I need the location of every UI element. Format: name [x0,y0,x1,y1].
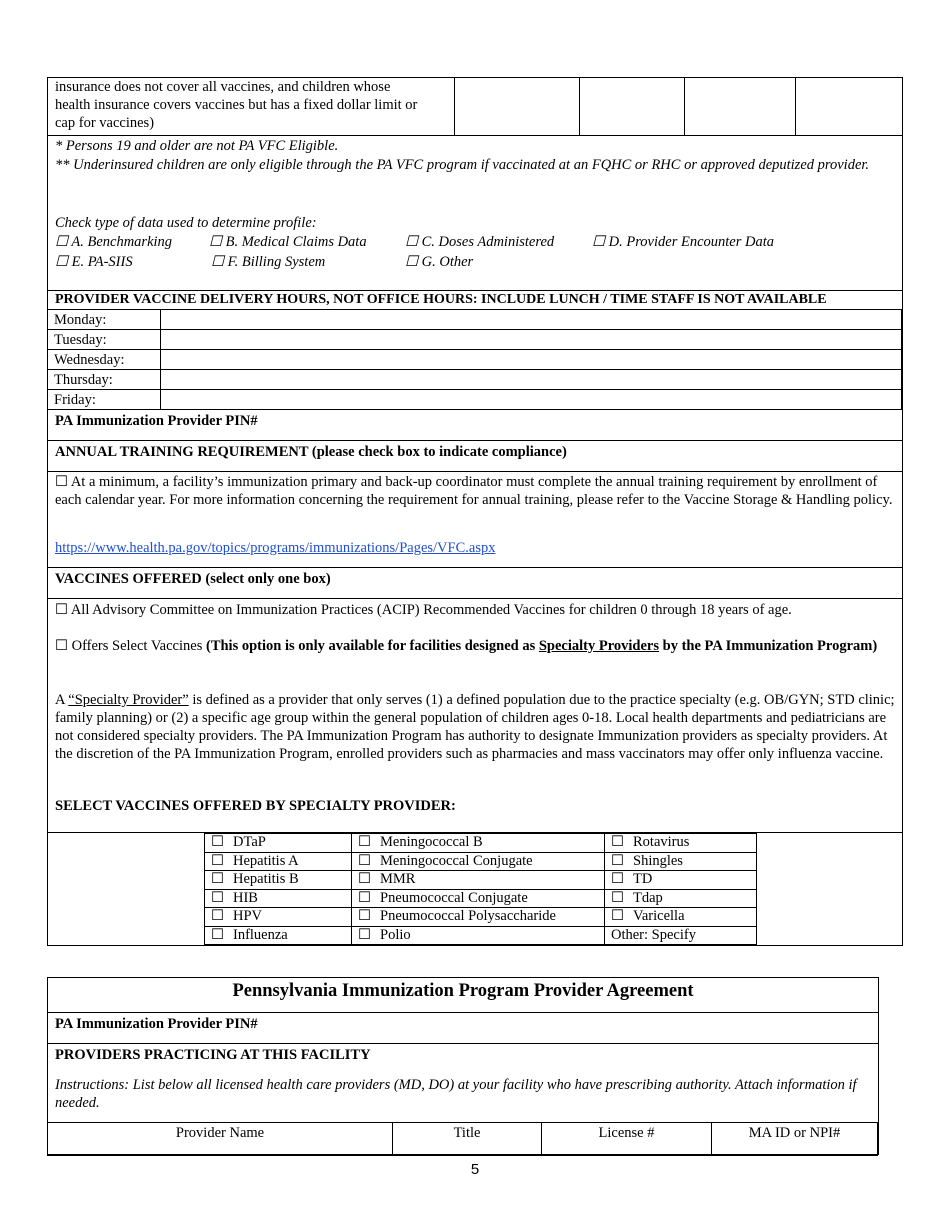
checkbox-icon[interactable]: ☐ [611,889,624,906]
day-row [48,310,902,330]
hours-input[interactable] [161,350,902,370]
day-label: Friday: [48,390,161,410]
agreement-title: Pennsylvania Immunization Program Provider Agreement [232,981,694,1001]
specialty-providers-link: Specialty Providers [538,638,660,654]
other-specify-input[interactable]: Other: Specify [605,926,757,945]
training-heading: ANNUAL TRAINING REQUIREMENT (please check box to indicate compliance) [55,444,567,460]
select-vaccines-checkbox[interactable]: ☐ [55,638,68,654]
checkbox-icon[interactable]: ☐ [211,254,224,270]
profile-option-e[interactable]: ☐ E. PA-SIIS [55,254,133,270]
checkbox-icon[interactable]: ☐ [405,254,418,270]
providers-instructions: Instructions: List below all licensed health care providers (MD, DO) at your facility who have prescribing authority. Attach information if needed. [55,1077,857,1111]
checkbox-icon[interactable]: ☐ [211,852,224,869]
row-divider [47,598,902,599]
training-text: ☐ At a minimum, a facility’s immunization primary and back-up coordinator must complete the annual training requirement by enrollment of each calendar year. For more information concerning the requirement for annual training, please refer to the Vaccine Storage & Handling policy. [55,474,893,508]
footnote-underinsured: ** Underinsured children are only eligible through the PA VFC program if vaccinated at an FQHC or RHC or approved deputized provider. [55,157,870,173]
checkbox-icon[interactable]: ☐ [358,834,371,851]
providers-header-row [48,1123,878,1156]
providers-heading: PROVIDERS PRACTICING AT THIS FACILITY [55,1047,371,1063]
checkbox-icon[interactable]: ☐ [358,908,371,925]
all-acip-checkbox[interactable]: ☐ [55,602,68,618]
column-header-provider-name: Provider Name [48,1123,393,1156]
page-number: 5 [470,1161,480,1178]
vaccine-option[interactable]: ☐ Pneumococcal Polysaccharide [352,908,605,927]
row-divider [47,440,902,441]
vaccine-option[interactable]: ☐ Pneumococcal Conjugate [352,889,605,908]
eligibility-cell[interactable] [580,78,684,134]
vaccine-option[interactable]: ☐ HIB [205,889,352,908]
checkbox-icon[interactable]: ☐ [209,234,222,250]
day-label: Wednesday: [48,350,161,370]
hours-input[interactable] [161,310,902,330]
vaccine-option[interactable]: ☐ DTaP [205,834,352,853]
checkbox-icon[interactable]: ☐ [211,926,224,943]
vaccine-option[interactable]: ☐ MMR [352,871,605,890]
row-divider [47,567,902,568]
providers-table [47,1122,878,1156]
form-section-top [47,77,903,946]
row-divider [47,471,902,472]
eligibility-row-text: insurance does not cover all vaccines, and children whose health insurance covers vaccines but has a fixed dollar limit or cap for vaccines) [55,79,418,131]
specialty-provider-definition: A “Specialty Provider” is defined as a provider that only serves (1) a defined population due to the practice specialty (e.g. OB/GYN; STD clinic; family planning) or (2) a specific age group within the general population of children ages 0-18. Local health departments and pediatricians are not considered specialty providers. The PA Immunization Program has authority to designate Immunization providers as specialty providers. At the discretion of the PA Immunization Program, enrolled providers such as pharmacies and mass vaccinators may offer only influenza vaccine. [55,692,895,762]
checkbox-icon[interactable]: ☐ [55,234,68,250]
row-divider [47,1012,878,1013]
vaccine-option[interactable]: ☐ Hepatitis B [205,871,352,890]
checkbox-icon[interactable]: ☐ [405,234,418,250]
vaccine-row [205,908,757,927]
row-divider [47,135,902,136]
footnote-persons-19: * Persons 19 and older are not PA VFC Eligible. [55,138,339,154]
select-vaccines-heading: SELECT VACCINES OFFERED BY SPECIALTY PROVIDER: [55,798,456,814]
option-all-acip: ☐ All Advisory Committee on Immunization Practices (ACIP) Recommended Vaccines for children 0 through 18 years of age. [55,602,792,618]
vaccine-option[interactable]: ☐ Shingles [605,852,757,871]
provider-pin-label: PA Immunization Provider PIN# [55,413,258,429]
vaccine-row [205,889,757,908]
day-row [48,350,902,370]
day-label: Tuesday: [48,330,161,350]
vaccine-option[interactable]: ☐ Varicella [605,908,757,927]
hours-input[interactable] [161,390,902,410]
vaccine-option[interactable]: ☐ Hepatitis A [205,852,352,871]
checkbox-icon[interactable]: ☐ [611,908,624,925]
profile-option-f[interactable]: ☐ F. Billing System [211,254,326,270]
column-header-title: Title [393,1123,542,1156]
day-row [48,330,902,350]
checkbox-icon[interactable]: ☐ [358,871,371,888]
training-checkbox[interactable]: ☐ [55,474,68,490]
provider-pin-input[interactable] [290,411,890,439]
vaccine-grid [204,833,757,945]
vaccine-row [205,926,757,945]
profile-option-a[interactable]: ☐ A. Benchmarking [55,234,173,250]
eligibility-cell[interactable] [796,78,900,134]
vaccine-option[interactable]: ☐ Meningococcal B [352,834,605,853]
profile-option-c[interactable]: ☐ C. Doses Administered [405,234,555,250]
column-header-license: License # [542,1123,712,1156]
day-row [48,370,902,390]
option-select-vaccines: ☐ Offers Select Vaccines (This option is only available for facilities designed as Specialty Providers by the PA Immunization Program) [55,638,878,654]
vaccine-option[interactable]: ☐ Meningococcal Conjugate [352,852,605,871]
checkbox-icon[interactable]: ☐ [592,234,605,250]
checkbox-icon[interactable]: ☐ [611,834,624,851]
eligibility-cell[interactable] [685,78,795,134]
eligibility-cell[interactable] [455,78,579,134]
vaccine-option[interactable]: ☐ TD [605,871,757,890]
checkbox-icon[interactable]: ☐ [611,871,624,888]
day-label: Thursday: [48,370,161,390]
checkbox-icon[interactable]: ☐ [358,889,371,906]
profile-data-label: Check type of data used to determine profile: [55,215,317,231]
vaccine-row [205,834,757,853]
profile-option-d[interactable]: ☐ D. Provider Encounter Data [592,234,775,250]
checkbox-icon[interactable]: ☐ [358,926,371,943]
checkbox-icon[interactable]: ☐ [211,908,224,925]
column-header-ma-id: MA ID or NPI# [712,1123,878,1156]
vfc-link[interactable]: https://www.health.pa.gov/topics/programs/immunizations/Pages/VFC.aspx [55,540,496,556]
row-divider [47,1043,878,1044]
agreement-pin-label: PA Immunization Provider PIN# [55,1016,258,1032]
hours-input[interactable] [161,330,902,350]
checkbox-icon[interactable]: ☐ [211,834,224,851]
checkbox-icon[interactable]: ☐ [358,852,371,869]
hours-input[interactable] [161,370,902,390]
profile-option-b[interactable]: ☐ B. Medical Claims Data [209,234,367,250]
vaccine-option[interactable]: ☐ Polio [352,926,605,945]
vaccine-option[interactable]: ☐ Influenza [205,926,352,945]
delivery-hours-table [47,309,902,410]
day-label: Monday: [48,310,161,330]
delivery-hours-heading: PROVIDER VACCINE DELIVERY HOURS, NOT OFFICE HOURS: INCLUDE LUNCH / TIME STAFF IS NOT AVAILABLE [55,292,827,307]
checkbox-icon[interactable]: ☐ [611,852,624,869]
vaccine-row [205,871,757,890]
vaccines-offered-heading: VACCINES OFFERED (select only one box) [55,571,331,587]
vaccine-row [205,852,757,871]
vaccine-option[interactable]: ☐ Tdap [605,889,757,908]
checkbox-icon[interactable]: ☐ [211,889,224,906]
checkbox-icon[interactable]: ☐ [55,254,68,270]
vaccine-option[interactable]: ☐ Rotavirus [605,834,757,853]
vaccine-option[interactable]: ☐ HPV [205,908,352,927]
checkbox-icon[interactable]: ☐ [211,871,224,888]
day-row [48,390,902,410]
profile-option-g[interactable]: ☐ G. Other [405,254,474,270]
